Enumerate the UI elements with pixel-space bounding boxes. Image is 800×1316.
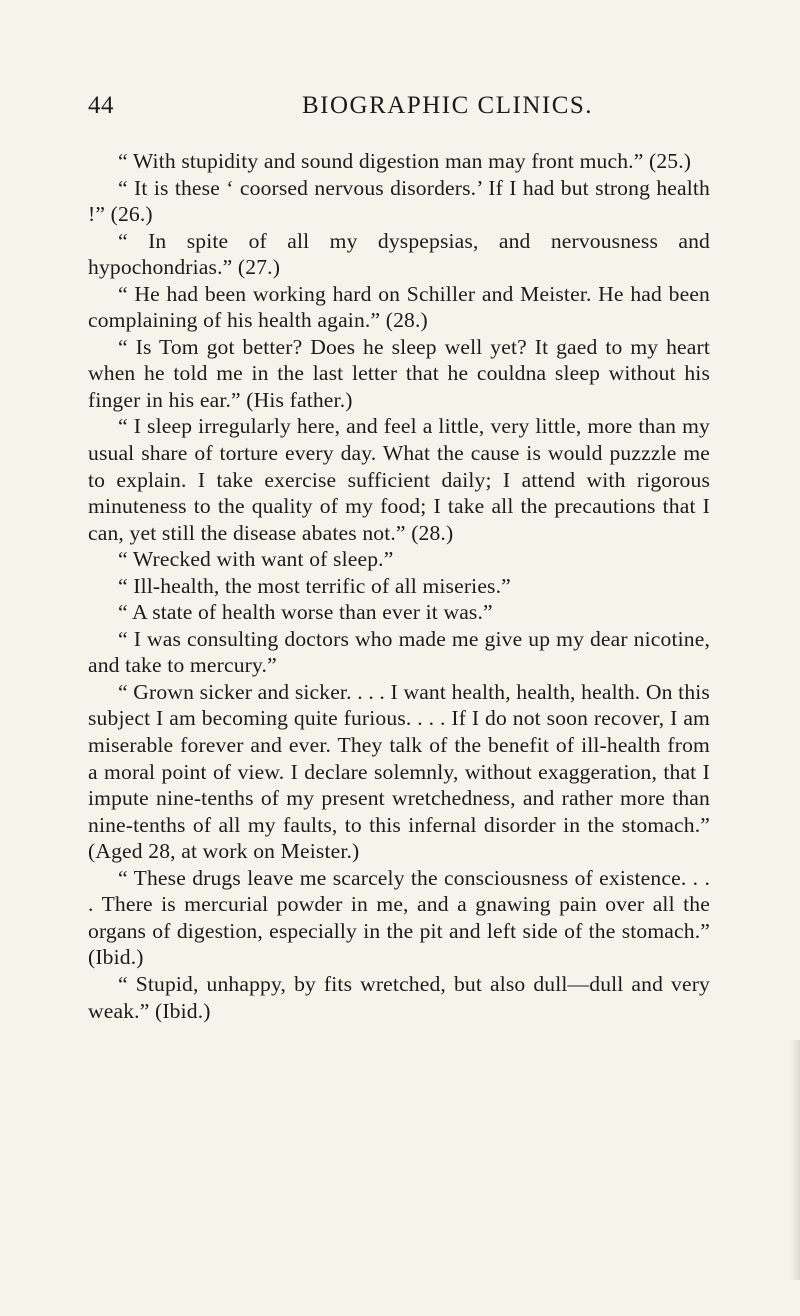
paragraph-quote: “ A state of health worse than ever it was.” (118, 600, 493, 625)
paragraph-quote: “ These drugs leave me scarcely the consciousness of existence. . . . There is mercurial powder in me, and a gnawing pain over all the organs of digestion, especially in the pit and left side of the stomach.” (Ibid.) (88, 865, 710, 970)
page-number: 44 (88, 92, 114, 119)
paragraph-quote: “ With stupidity and sound digestion man may front much.” (25.) (118, 149, 692, 173)
body-text (88, 148, 710, 1024)
paragraph-quote: “ Ill-health, the most terrific of all miseries.” (118, 573, 511, 598)
paragraph-quote: “ He had been working hard on Schiller and Meister. He had been complaining of his health again.” (28.) (88, 281, 710, 333)
paragraph-quote: “ Wrecked with want of sleep.” (118, 547, 394, 572)
paragraph-quote: “ Stupid, unhappy, by fits wretched, but also dull—dull and very weak.” (Ibid.) (88, 971, 710, 1023)
paragraph-quote: “ I sleep irregularly here, and feel a little, very little, more than my usual share of torture every day. What the cause is would puzzzle me to explain. I take exercise sufficient daily; I attend with rigorous minuteness to the quality of my food; I take all the precautions that I can, yet still the disease abates not.” (28.) (88, 414, 710, 545)
running-head: BIOGRAPHIC CLINICS. (302, 92, 594, 119)
paragraph-quote: “ I was consulting doctors who made me give up my dear nicotine, and take to mercury.” (88, 626, 710, 678)
paragraph-quote: “ In spite of all my dyspepsias, and nervousness and hypochondrias.” (27.) (88, 228, 710, 280)
paragraph-quote: “ Is Tom got better? Does he sleep well yet? It gaed to my heart when he told me in the last letter that he couldna sleep without his finger in his ear.” (His father.) (88, 334, 710, 412)
page-header (88, 92, 708, 128)
page-edge-shadow (790, 1040, 800, 1280)
paragraph-quote: “ Grown sicker and sicker. . . . I want health, health, health. On this subject I am becoming quite furious. . . . If I do not soon recover, I am miserable forever and ever. They talk of the benefit of ill-health from a moral point of view. I declare solemnly, without exaggeration, that I impute nine-tenths of my present wretchedness, and rather more than nine-tenths of all my faults, to this infernal disorder in the stomach.” (Aged 28, at work on Meister.) (88, 679, 710, 864)
paragraph-quote: “ It is these ‘ coorsed nervous disorders.’ If I had but strong health !” (26.) (88, 175, 710, 227)
